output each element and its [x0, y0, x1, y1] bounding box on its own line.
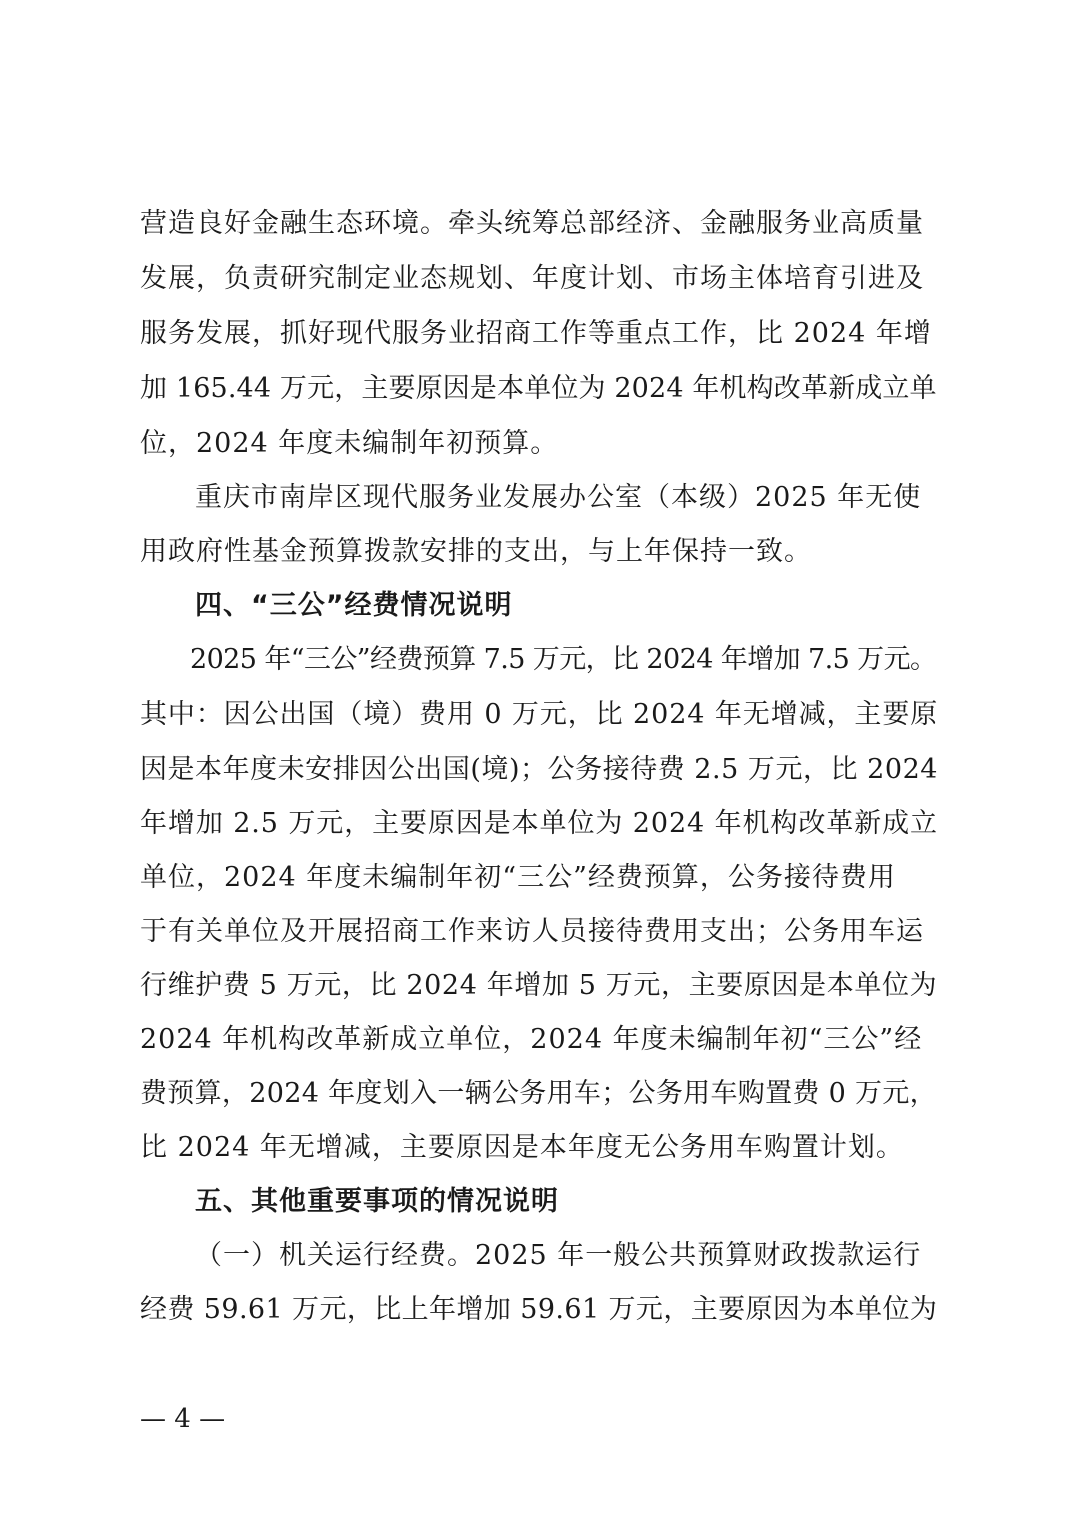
section-heading: 四、“三公”经费情况说明 — [195, 590, 513, 621]
text-line: 因是本年度未安排因公出国(境)；公务接待费 2.5 万元，比 2024 — [140, 754, 938, 785]
text-line: 经费 59.61 万元，比上年增加 59.61 万元，主要原因为本单位为 — [140, 1294, 938, 1325]
text-line: 位，2024 年度未编制年初预算。 — [140, 428, 559, 459]
text-line: 其中：因公出国（境）费用 0 万元，比 2024 年无增减，主要原 — [140, 699, 939, 730]
text-line: 单位，2024 年度未编制年初“三公”经费预算，公务接待费用 — [140, 862, 896, 893]
page-number: — 4 — — [140, 1404, 226, 1434]
section-heading: 五、其他重要事项的情况说明 — [195, 1186, 559, 1217]
text-line: 于有关单位及开展招商工作来访人员接待费用支出；公务用车运 — [140, 916, 924, 947]
text-line: 重庆市南岸区现代服务业发展办公室（本级）2025 年无使 — [195, 482, 922, 513]
text-line: 费预算，2024 年度划入一辆公务用车；公务用车购置费 0 万元， — [140, 1078, 937, 1109]
text-line: 比 2024 年无增减，主要原因是本年度无公务用车购置计划。 — [140, 1132, 904, 1163]
text-line: 加 165.44 万元，主要原因是本单位为 2024 年机构改革新成立单 — [140, 373, 937, 404]
text-line: 年增加 2.5 万元，主要原因是本单位为 2024 年机构改革新成立 — [140, 808, 938, 839]
text-line: 服务发展，抓好现代服务业招商工作等重点工作，比 2024 年增 — [140, 318, 932, 349]
text-line: （一）机关运行经费。2025 年一般公共预算财政拨款运行 — [195, 1240, 922, 1271]
text-line: 发展，负责研究制定业态规划、年度计划、市场主体培育引进及 — [140, 263, 924, 294]
text-line: 用政府性基金预算拨款安排的支出，与上年保持一致。 — [140, 536, 812, 567]
text-line: 行维护费 5 万元，比 2024 年增加 5 万元，主要原因是本单位为 — [140, 970, 938, 1001]
text-line: 2024 年机构改革新成立单位，2024 年度未编制年初“三公”经 — [140, 1024, 923, 1055]
text-line: 营造良好金融生态环境。牵头统筹总部经济、金融服务业高质量 — [140, 208, 924, 239]
text-line: 2025 年“三公”经费预算 7.5 万元，比 2024 年增加 7.5 万元。 — [190, 644, 937, 675]
